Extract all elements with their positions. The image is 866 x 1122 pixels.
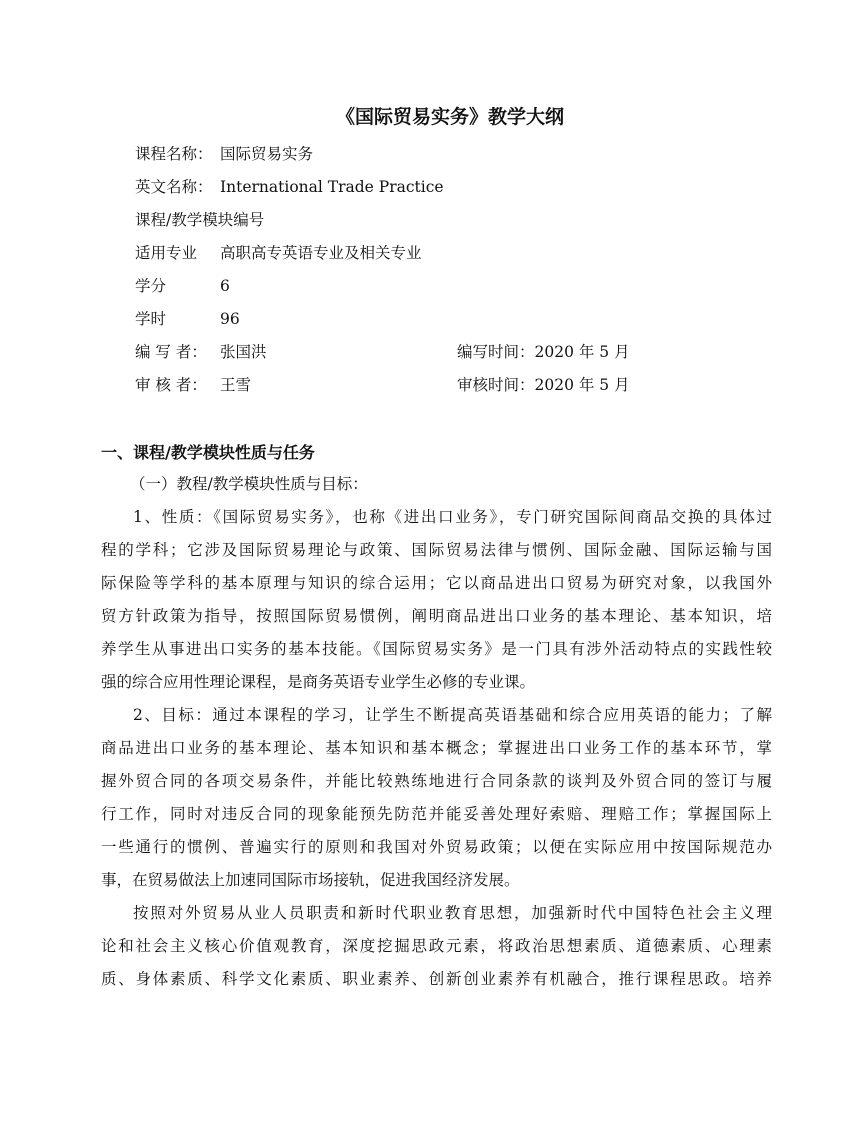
paragraph xyxy=(101,699,772,897)
info-value: 96 xyxy=(220,310,240,328)
info-row xyxy=(135,373,630,397)
text-line: 贸方针政策为指导，按照国际贸易惯例，阐明商品进出口业务的基本理论、基本知识，培 xyxy=(101,607,772,625)
info-value: 王雪 xyxy=(220,376,252,394)
document-title: 《国际贸易实务》教学大纲 xyxy=(335,106,564,128)
info-row xyxy=(135,175,444,199)
text-line: 程的学科；它涉及国际贸易理论与政策、国际贸易法律与惯例、国际金融、国际运输与国 xyxy=(101,541,772,559)
info-label: 英文名称： xyxy=(135,178,213,196)
section-heading: 一、课程/教学模块性质与任务 xyxy=(101,443,315,462)
info-label: 编 写 者： xyxy=(135,343,207,361)
info-value: 张国洪 xyxy=(220,343,267,361)
info-row xyxy=(135,307,240,331)
text-line: 握外贸合同的各项交易条件，并能比较熟练地进行合同条款的谈判及外贸合同的签订与履 xyxy=(101,772,772,790)
info-row xyxy=(135,274,230,298)
info-row xyxy=(135,208,264,232)
info-row xyxy=(135,142,313,166)
info-date: 审核时间：2020 年 5 月 xyxy=(457,376,630,394)
text-line: 2、目标：通过本课程的学习，让学生不断提高英语基础和综合应用英语的能力；了解 xyxy=(133,706,772,724)
text-line: 行工作，同时对违反合同的现象能预先防范并能妥善处理好索赔、理赔工作；掌握国际上 xyxy=(101,805,772,823)
info-value: 高职高专英语专业及相关专业 xyxy=(220,244,422,262)
text-line: 按照对外贸易从业人员职责和新时代职业教育思想，加强新时代中国特色社会主义理 xyxy=(133,904,772,922)
info-row xyxy=(135,340,630,364)
info-label: 适用专业 xyxy=(135,244,198,262)
text-line: 商品进出口业务的基本理论、基本知识和基本概念；掌握进出口业务工作的基本环节，掌 xyxy=(101,739,772,757)
info-value: International Trade Practice xyxy=(220,178,444,196)
info-label: 学时 xyxy=(135,310,167,328)
text-line: 际保险等学科的基本原理与知识的综合运用；它以商品进出口贸易为研究对象，以我国外 xyxy=(101,574,772,592)
info-label: 学分 xyxy=(135,277,167,295)
info-date: 编写时间：2020 年 5 月 xyxy=(457,343,630,361)
text-line: 1、性质：《国际贸易实务》，也称《进出口业务》，专门研究国际间商品交换的具体过 xyxy=(133,508,772,526)
text-line: 强的综合应用性理论课程，是商务英语专业学生必修的专业课。 xyxy=(101,673,536,691)
paragraph xyxy=(101,501,772,699)
text-line: 论和社会主义核心价值观教育，深度挖掘思政元素，将政治思想素质、道德素质、心理素 xyxy=(101,937,772,955)
info-label: 课程名称： xyxy=(135,145,213,163)
info-label: 审 核 者： xyxy=(135,376,207,394)
info-value: 6 xyxy=(220,277,230,295)
info-label: 课程/教学模块编号 xyxy=(135,211,265,229)
text-line: 养学生从事进出口实务的基本技能。《国际贸易实务》是一门具有涉外活动特点的实践性较 xyxy=(101,640,772,658)
text-line: 事，在贸易做法上加速同国际市场接轨，促进我国经济发展。 xyxy=(101,871,520,889)
info-value: 国际贸易实务 xyxy=(220,145,314,163)
text-line: 一些通行的惯例、普遍实行的原则和我国对外贸易政策；以便在实际应用中按国际规范办 xyxy=(101,838,772,856)
info-row xyxy=(135,241,422,265)
paragraph xyxy=(101,897,772,996)
text-line: 质、身体素质、科学文化素质、职业素养、创新创业素养有机融合，推行课程思政。培养 xyxy=(101,970,772,988)
subsection-heading: （一）教程/教学模块性质与目标： xyxy=(130,475,368,493)
